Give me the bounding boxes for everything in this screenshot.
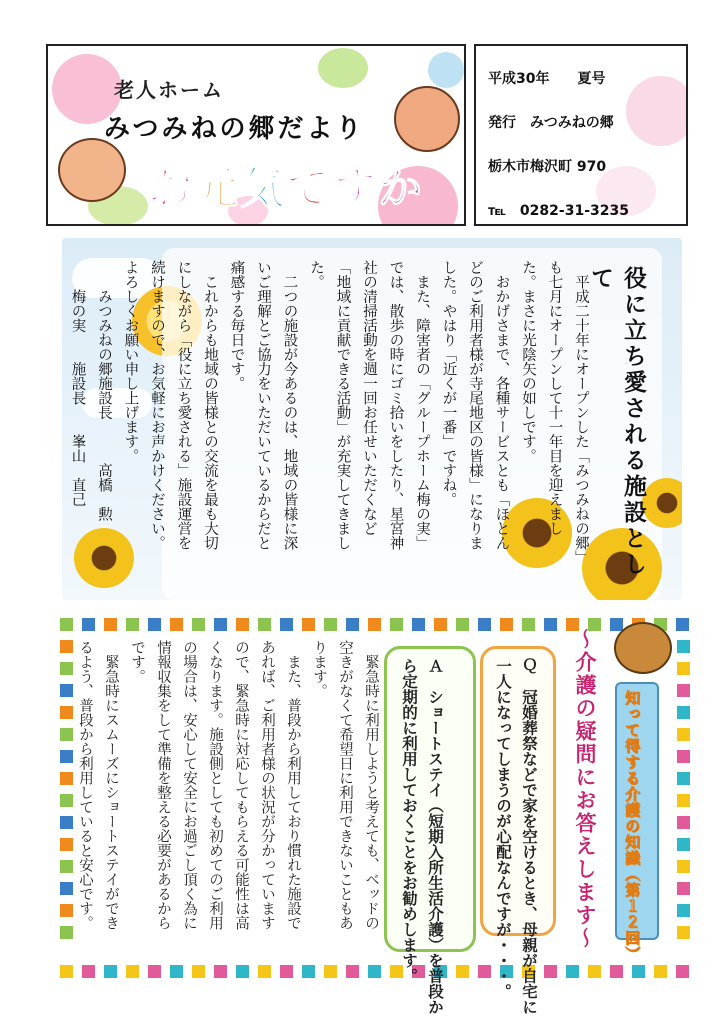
frame-dash [82, 965, 95, 978]
frame-dash [677, 706, 690, 719]
greeting-title [148, 152, 424, 216]
answer-body: ショートステイ（短期入所生活介護）を普段から定期的に利用しておくことをお勧めします。 [400, 658, 444, 1015]
frame-dash [258, 618, 271, 631]
frame-dash [236, 965, 249, 978]
publisher-label: 発行 みつみねの郷 [488, 115, 614, 131]
frame-dash [677, 904, 690, 917]
frame-dash [677, 816, 690, 829]
frame-dash [522, 618, 535, 631]
greeting-char: す [332, 163, 378, 214]
greeting-char: で [286, 163, 332, 214]
frame-dash [324, 965, 337, 978]
frame-dash [60, 965, 73, 978]
frame-dash [456, 965, 469, 978]
frame-dash [148, 965, 161, 978]
main-article [62, 238, 682, 600]
article-paragraph: 梅の実 施設長 峯山 直己 [69, 260, 86, 507]
frame-dash [82, 618, 95, 631]
greeting-char: 元 [194, 163, 240, 214]
frame-dash [104, 618, 117, 631]
masthead [46, 44, 466, 226]
hibiscus-decoration [626, 76, 688, 146]
frame-dash [324, 618, 337, 631]
frame-dash [677, 684, 690, 697]
frame-dash [192, 618, 205, 631]
frame-dash [677, 750, 690, 763]
frame-dash [677, 772, 690, 785]
frame-dash [677, 860, 690, 873]
frame-dash [236, 618, 249, 631]
frame-dash [126, 618, 139, 631]
frame-dash [302, 965, 315, 978]
frame-dash [390, 618, 403, 631]
frame-dash [677, 640, 690, 653]
masthead-title: みつみねの郷だより [104, 114, 365, 144]
frame-dash [60, 618, 73, 631]
frame-dash [192, 965, 205, 978]
issue-label: 平成30年 夏号 [488, 71, 606, 87]
frame-dash [677, 662, 690, 675]
frame-dash [434, 618, 447, 631]
answer-label: Ａ [426, 658, 444, 674]
article-paragraph: 二つの施設が今あるのは、地域の皆様に深いご理解とご協力をいただいているからだと痛感する毎日です。 [228, 260, 298, 550]
greeting-char: 気 [240, 163, 286, 214]
frame-dash [104, 965, 117, 978]
frame-dash [126, 965, 139, 978]
question-label: Ｑ [520, 658, 538, 674]
article-paragraph: おかげさまで、各種サービスとも「ほとんどのご利用者様が寺尾地区の皆様」になりました。やはり「近くが一番」ですね。 [440, 260, 510, 550]
qa-heading: ～介護の疑問にお答えします～ [573, 628, 597, 950]
answer-text [396, 658, 448, 1024]
frame-dash [632, 965, 645, 978]
article-body [64, 260, 594, 560]
leaf-decoration [318, 48, 368, 88]
frame-dash [412, 618, 425, 631]
frame-dash [677, 728, 690, 741]
frame-dash [170, 618, 183, 631]
frame-dash [676, 618, 689, 631]
frame-dash [214, 618, 227, 631]
article-paragraph: 平成二十年にオープンした「みつみねの郷」も七月にオープンして十一年目を迎えました。まさに光陰矢の如しです。 [520, 260, 589, 558]
owl-illustration [614, 622, 672, 674]
frame-dash [676, 965, 689, 978]
question-text [490, 658, 542, 1024]
frame-dash [170, 965, 183, 978]
article-paragraph: これからも地域の皆様との交流を最も大切にしながら「役に立ち愛される」施設運営を続けますので、お気軽にお声かけください。よろしくお願い申し上げます。 [122, 260, 218, 550]
frame-dash [280, 618, 293, 631]
article-title: 役に立ち愛される施設として [587, 266, 646, 578]
frame-dash [610, 965, 623, 978]
frame-dash [677, 794, 690, 807]
flower-decoration [428, 52, 464, 88]
masthead-subtitle: 老人ホーム [114, 78, 224, 102]
qa-banner-label: 知って得する介護の知識（第１２回） [623, 690, 641, 962]
frame-dash [280, 965, 293, 978]
explanation-text [72, 640, 384, 940]
frame-dash [302, 618, 315, 631]
frame-dash [588, 965, 601, 978]
frame-dash [148, 618, 161, 631]
explanation-paragraph: 緊急時に利用しようと考えても、ベッドの空きがなくて希望日に利用できないこともあります。 [311, 640, 379, 930]
frame-dash [346, 965, 359, 978]
frame-dash [258, 965, 271, 978]
article-paragraph: また、障害者の「グループホーム梅の実」では、散歩の時にゴミ拾いをしたり、星宮神社の清掃活動を週一回お任せいただくなど「地域に貢献できる活動」が充実してきました。 [308, 260, 430, 550]
frame-dash [500, 618, 513, 631]
greeting-char: お [148, 163, 194, 214]
phone-label: ℡ 0282-31-3235 [488, 203, 629, 219]
frame-dash [677, 838, 690, 851]
explanation-paragraph: 緊急時にスムーズにショートステイができるよう、普段から利用していると安心です。 [77, 640, 119, 930]
frame-dash [456, 618, 469, 631]
frame-dash [368, 965, 381, 978]
frame-dash [654, 965, 667, 978]
grandpa-illustration [58, 138, 126, 202]
frame-dash [346, 618, 359, 631]
frame-dash [566, 965, 579, 978]
address-label: 栃木市梅沢町 970 [488, 159, 607, 175]
frame-dash [478, 618, 491, 631]
question-body: 冠婚葬祭などで家を空けるとき、母親が自宅に一人になってしまうのが心配なんですが・・・。 [494, 658, 538, 1015]
frame-dash [677, 926, 690, 939]
frame-dash [677, 882, 690, 895]
article-paragraph: みつみねの郷施設長 高橋 勲 [96, 260, 112, 521]
grandma-illustration [394, 86, 460, 152]
frame-dash [544, 618, 557, 631]
frame-dash [214, 965, 227, 978]
frame-dash [544, 965, 557, 978]
frame-dash [368, 618, 381, 631]
greeting-char: か [378, 163, 424, 214]
explanation-paragraph: また、普段から利用しており慣れた施設であれば、ご利用者様の状況が分かっていますので、緊急時に対応してもらえる可能性は高くなります。施設側としても初めてのご利用の場合は、安心して安全にお過ごし頂く為に情報収集をして準備を整える必要があるからです。 [129, 640, 301, 930]
issue-info-box [474, 44, 688, 226]
